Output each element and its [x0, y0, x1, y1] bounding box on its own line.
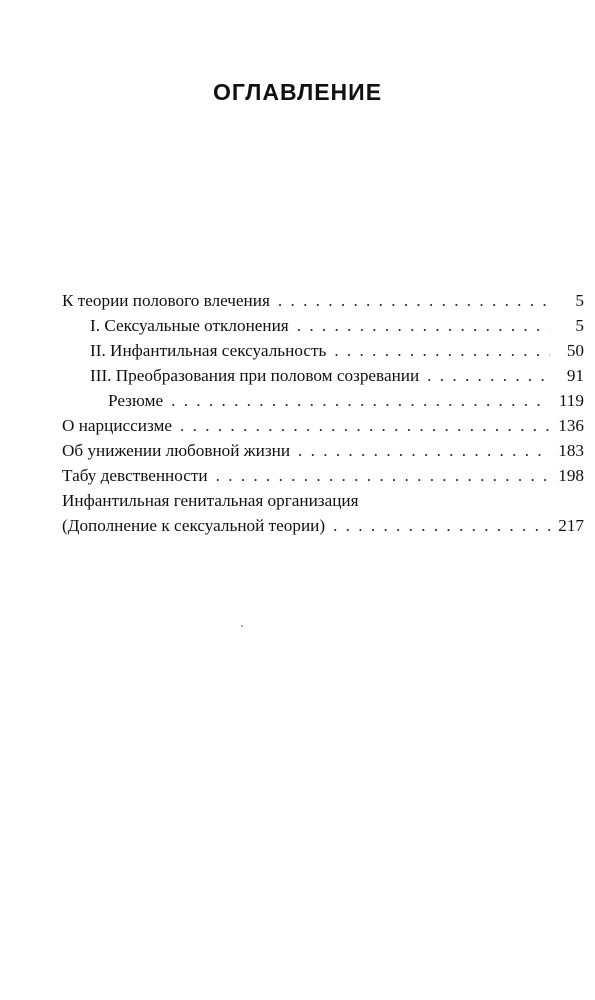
table-of-contents [62, 288, 584, 538]
toc-entry-label: О нарциссизме [62, 416, 173, 435]
toc-entry-label: (Дополнение к сексуальной теории) [62, 516, 326, 535]
toc-entry-label: III. Преобразования при половом созревании [90, 366, 420, 385]
dot-leader [171, 388, 550, 413]
toc-entry-page: 217 [558, 516, 584, 535]
toc-entry-debasement [62, 438, 584, 463]
toc-entry-page: 119 [558, 391, 584, 410]
toc-entry-narcissism [62, 413, 584, 438]
toc-entry-label: К теории полового влечения [62, 291, 270, 310]
toc-entry-page: 136 [558, 416, 584, 435]
toc-entry-page: 198 [558, 466, 584, 485]
dot-leader [427, 363, 550, 388]
toc-entry-virginity-taboo [62, 463, 584, 488]
toc-entry-page: 50 [566, 341, 584, 360]
toc-entry-label: I. Сексуальные отклонения [90, 316, 289, 335]
toc-entry-label: Табу девственности [62, 466, 208, 485]
toc-entry-page: 5 [575, 316, 584, 335]
toc-entry-infantile-sexuality [62, 338, 584, 363]
dot-leader [298, 438, 550, 463]
toc-entry-supplement [62, 513, 584, 538]
toc-entry-theory [62, 288, 584, 313]
dot-leader [216, 463, 550, 488]
dot-leader [333, 513, 550, 538]
toc-entry-label: Об унижении любовной жизни [62, 441, 291, 460]
toc-entry-deviations [62, 313, 584, 338]
toc-entry-label: Инфантильная генитальная организация [62, 491, 359, 510]
toc-title: ОГЛАВЛЕНИЕ [212, 79, 383, 105]
toc-entry-summary [62, 388, 584, 413]
dot-leader [297, 313, 550, 338]
toc-entry-page: 5 [575, 291, 584, 310]
toc-entry-genital-organization [62, 488, 584, 513]
toc-entry-label: Резюме [108, 391, 164, 410]
scan-speck [241, 625, 243, 627]
toc-entry-page: 91 [566, 366, 584, 385]
dot-leader [278, 288, 550, 313]
dot-leader [334, 338, 550, 363]
toc-entry-label: II. Инфантильная сексуальность [90, 341, 327, 360]
toc-entry-page: 183 [558, 441, 584, 460]
dot-leader [180, 413, 550, 438]
toc-entry-transformations [62, 363, 584, 388]
